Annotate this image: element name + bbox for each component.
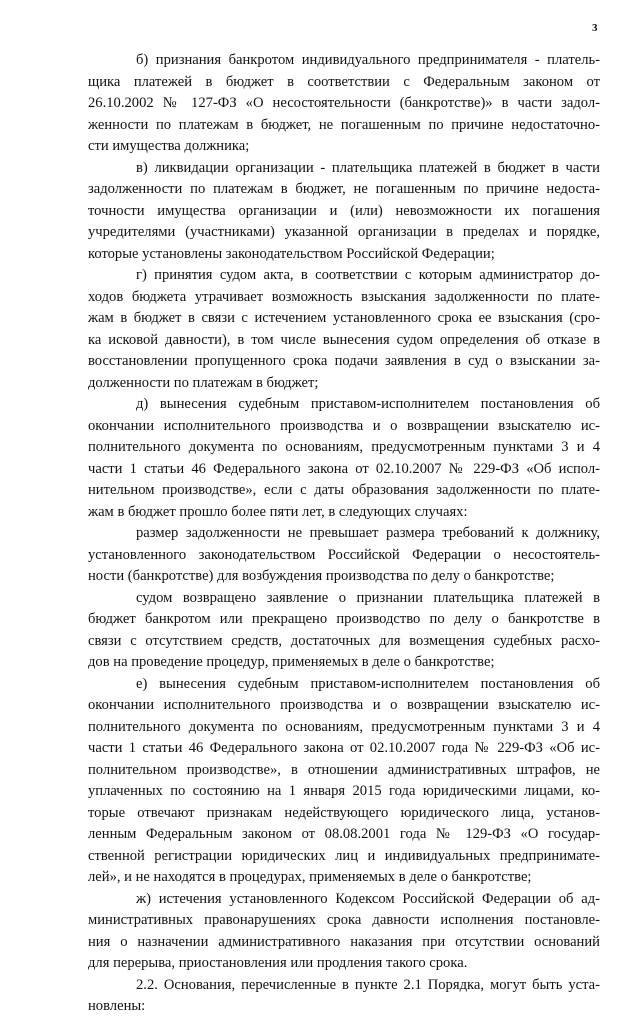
text-line: 2.2. Основания, перечисленные в пункте 2.1 Порядка, могут быть уста- [136, 976, 600, 993]
paragraph [88, 394, 600, 523]
text-line: б) признания банкротом индивидуального предпринимателя - платель- [136, 52, 600, 68]
text-line: которые установлены законодательством Российской Федерации; [88, 245, 495, 262]
text-line: окончании исполнительного производства и о возвращении взыскателю ис- [88, 697, 600, 713]
paragraph [88, 975, 600, 1018]
text-line: министративных правонарушениях срока давности исполнения постановле- [88, 912, 600, 928]
text-line: ственной регистрации юридических лиц и индивидуальных предпринимате- [88, 847, 600, 864]
paragraph [88, 158, 600, 266]
text-line: в) ликвидации организации - плательщика платежей в бюджет в части [136, 159, 600, 176]
text-line: установленного законодательством Российской Федерации о несостоятель- [88, 546, 600, 563]
paragraph [88, 674, 600, 889]
text-line: размер задолженности не превышает размера требований к должнику, [136, 525, 600, 541]
text-line: уплаченных по состоянию на 1 января 2015 года юридическими лицами, ко- [88, 783, 600, 799]
text-line: восстановлении пропущенного срока подачи заявления в суд о взыскании за- [88, 353, 600, 369]
paragraph [88, 588, 600, 674]
text-line: лей», и не находятся в процедурах, применяемых в деле о банкротстве; [88, 869, 532, 885]
paragraph [88, 889, 600, 975]
text-line: нительном производстве», если с даты образования задолженности по плате- [88, 482, 600, 498]
text-line: учредителями (участниками) указанной организации в пределах и порядке, [88, 224, 600, 240]
text-line: задолженности по платежам в бюджет, не погашенным по причине недоста- [88, 181, 600, 197]
text-line: точности имущества организации и (или) невозможности их погашения [88, 202, 600, 219]
text-line: ж) истечения установленного Кодексом Российской Федерации об ад- [136, 890, 600, 907]
text-line: ходов бюджета утрачивает возможность взыскания задолженности по плате- [88, 288, 600, 305]
text-line: ния о назначении административного наказания при отсутствии оснований [88, 933, 600, 950]
text-line: окончании исполнительного производства и о возвращении взыскателю ис- [88, 417, 600, 434]
text-line: 26.10.2002 № 127-ФЗ «О несостоятельности (банкротстве)» в части задол- [88, 95, 600, 111]
text-line: связи с отсутствием средств, достаточных для возмещения судебных расхо- [88, 632, 600, 649]
text-line: ности (банкротстве) для возбуждения производства по делу о банкротстве; [88, 568, 555, 584]
paragraph [88, 265, 600, 394]
text-line: полнительного документа по основаниям, предусмотренным пунктами 3 и 4 [88, 439, 600, 455]
paragraph [88, 50, 600, 158]
text-line: бюджет банкротом или прекращено производство по делу о банкротстве в [88, 611, 600, 627]
text-line: ленным Федеральным законом от 08.08.2001 года № 129-ФЗ «О государ- [88, 826, 600, 842]
text-line: судом возвращено заявление о признании плательщика платежей в [136, 589, 600, 606]
text-line: жам в бюджет прошло более пяти лет, в следующих случаях: [88, 503, 468, 520]
document-body [88, 50, 600, 1018]
text-line: долженности по платежам в бюджет; [88, 374, 319, 391]
page-number: 3 [592, 22, 598, 34]
paragraph [88, 523, 600, 588]
text-line: полнительном производстве», в отношении административных штрафов, не [88, 761, 600, 778]
text-line: части 1 статьи 46 Федерального закона от 02.10.2007 № 229-ФЗ «Об испол- [88, 460, 600, 477]
text-line: торые отвечают признакам недействующего юридического лица, установ- [88, 804, 600, 821]
text-line: сти имущества должника; [88, 138, 250, 154]
text-line: г) принятия судом акта, в соответствии с которым администратор до- [136, 267, 600, 283]
text-line: женности по платежам в бюджет, не погашенным по причине недостаточно- [88, 116, 600, 133]
text-line: ка исковой давности), в том числе вынесения судом определения об отказе в [88, 331, 600, 348]
text-line: для перерыва, приостановления или продления такого срока. [88, 955, 468, 971]
text-line: новлены: [88, 998, 146, 1014]
text-line: полнительного документа по основаниям, предусмотренным пунктами 3 и 4 [88, 718, 600, 735]
text-line: жам в бюджет в связи с истечением установленного срока ее взыскания (сро- [88, 310, 600, 326]
text-line: дов на проведение процедур, применяемых в деле о банкротстве; [88, 654, 495, 670]
text-line: части 1 статьи 46 Федерального закона от 02.10.2007 года № 229-ФЗ «Об ис- [88, 740, 600, 756]
text-line: щика платежей в бюджет в соответствии с Федеральным законом от [88, 73, 600, 90]
text-line: е) вынесения судебным приставом-исполнителем постановления об [136, 675, 600, 692]
text-line: д) вынесения судебным приставом-исполнителем постановления об [136, 396, 600, 412]
